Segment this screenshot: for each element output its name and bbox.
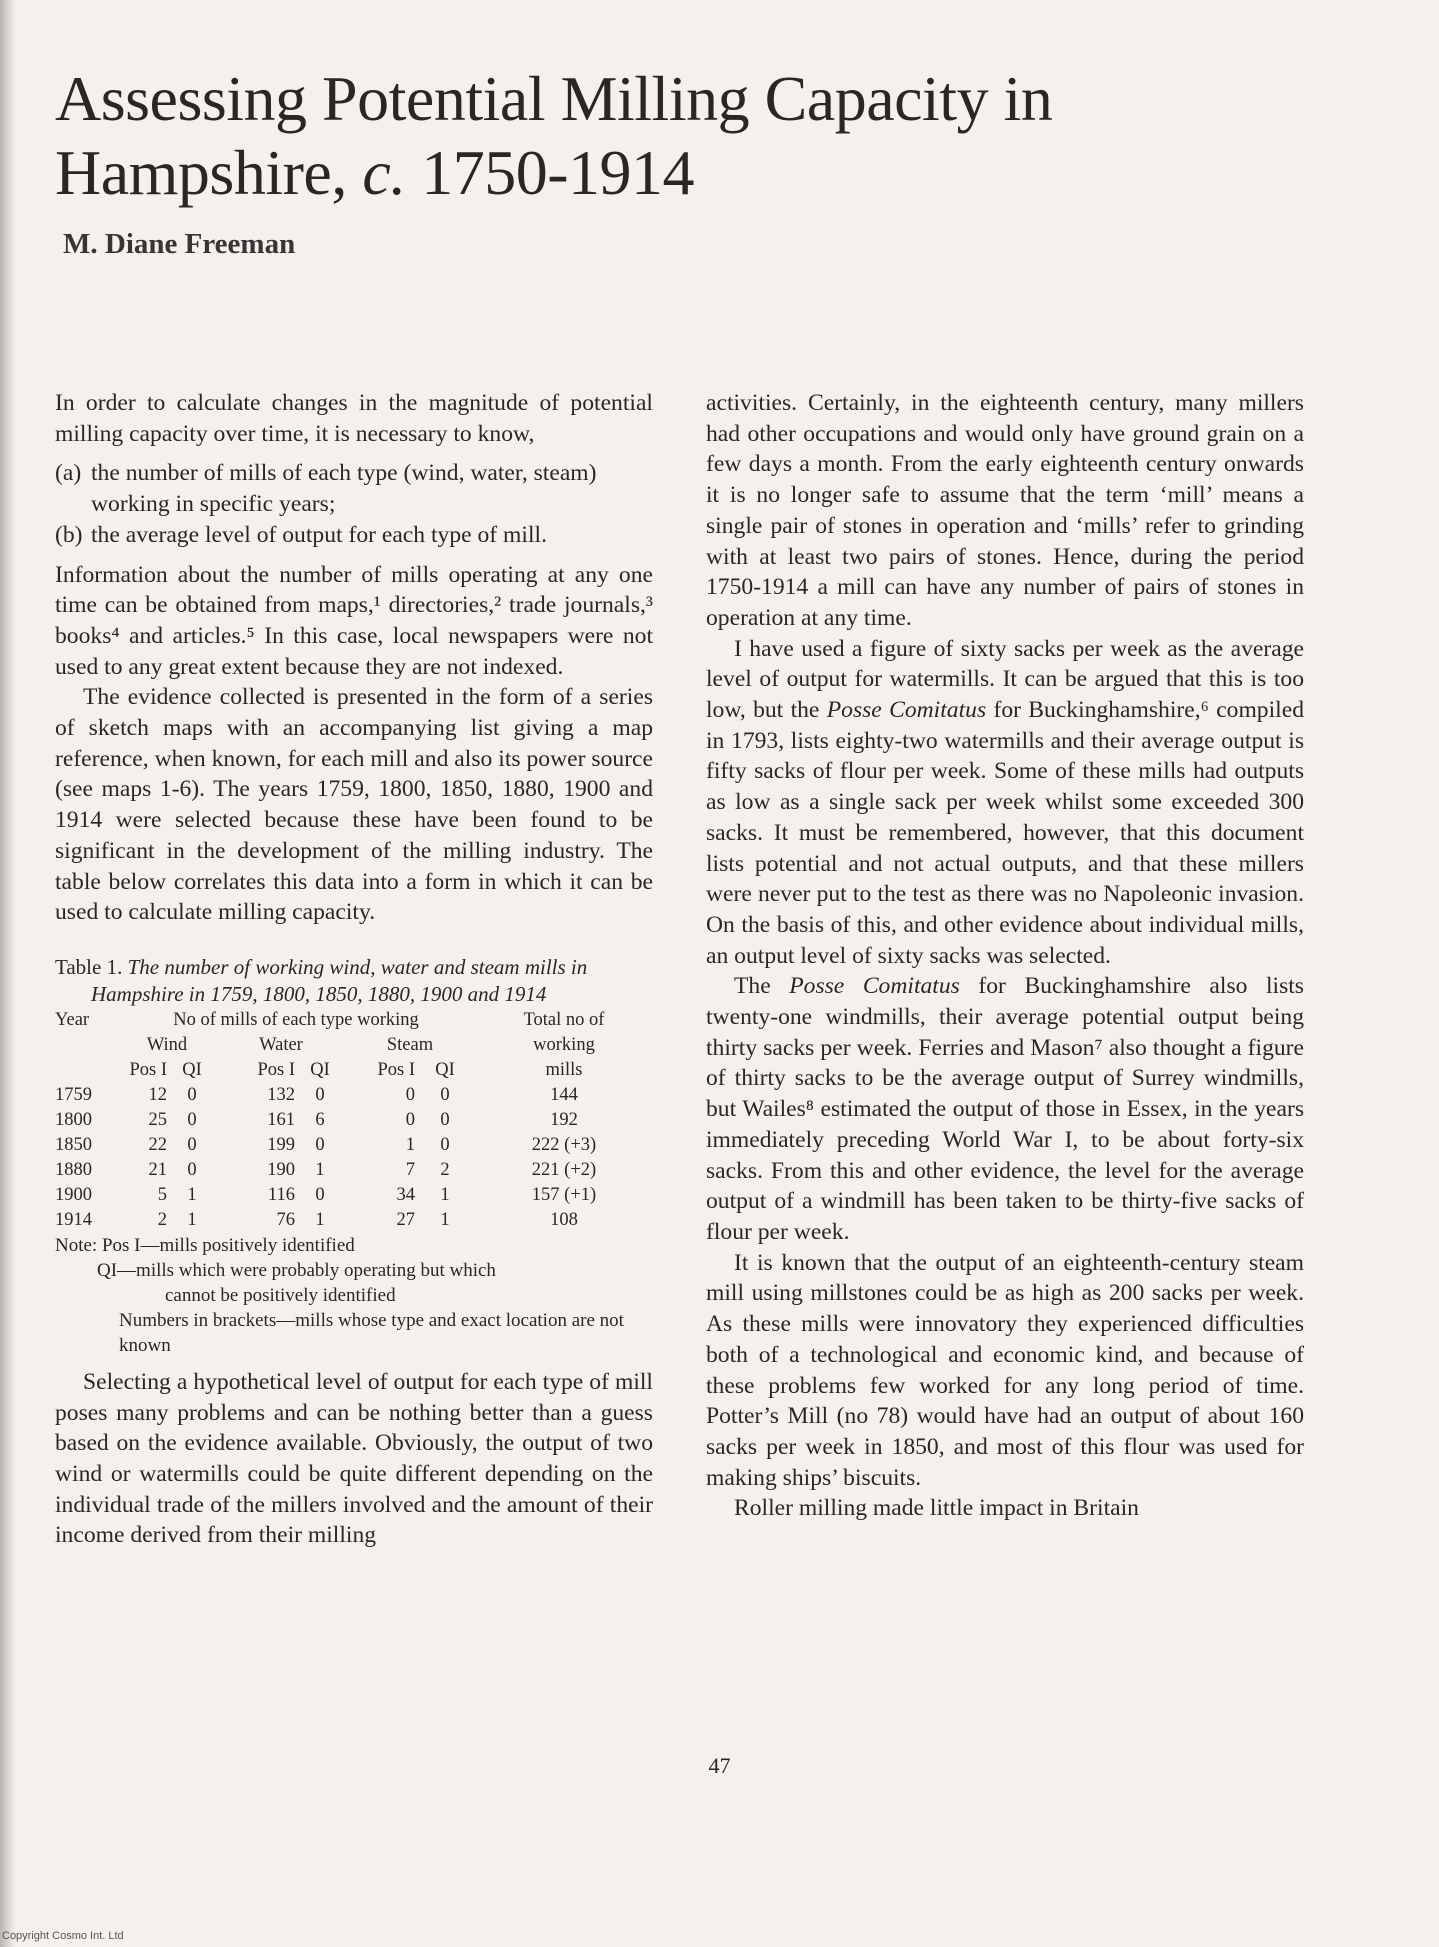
title-line-1: Assessing Potential Milling Capacity in bbox=[55, 63, 1053, 134]
article-title bbox=[55, 62, 1355, 210]
right-column bbox=[706, 388, 1304, 1524]
cell-total: 222 (+3) bbox=[531, 1134, 597, 1155]
list-label: (b) bbox=[55, 521, 83, 548]
cell-wind-qi: 0 bbox=[187, 1134, 197, 1155]
cell-wind-pos: 21 bbox=[148, 1159, 167, 1180]
cell-steam-pos: 0 bbox=[405, 1109, 415, 1130]
cell-water-pos: 190 bbox=[267, 1159, 295, 1180]
cell-wind-qi: 1 bbox=[187, 1209, 197, 1230]
cell-water-qi: 0 bbox=[315, 1134, 325, 1155]
cell-total: 192 bbox=[550, 1109, 578, 1130]
italic-title: Posse Comitatus bbox=[789, 973, 960, 1000]
table-row bbox=[55, 1183, 653, 1208]
header-qi: QI bbox=[310, 1059, 330, 1080]
table-header-row bbox=[55, 1008, 653, 1033]
header-year: Year bbox=[55, 1009, 90, 1030]
cell-water-pos: 132 bbox=[267, 1084, 295, 1105]
cell-steam-qi: 0 bbox=[440, 1134, 450, 1155]
table-row bbox=[55, 1208, 653, 1233]
header-water: Water bbox=[259, 1034, 303, 1055]
header-qi: QI bbox=[435, 1059, 455, 1080]
text-span: I have used a figure of sixty sacks per week as the average level of output for watermills. It can be argued that this is too low, but the bbox=[706, 635, 1304, 724]
text-span: The bbox=[734, 973, 790, 1000]
cell-wind-pos: 5 bbox=[157, 1184, 167, 1205]
cell-steam-qi: 0 bbox=[440, 1084, 450, 1105]
note-line: Numbers in brackets—mills whose type and exact location are not known bbox=[119, 1309, 624, 1356]
cell-water-qi: 0 bbox=[315, 1084, 325, 1105]
caption-line-2: Hampshire in 1759, 1800, 1850, 1880, 1900 and 1914 bbox=[91, 981, 547, 1006]
mills-table bbox=[55, 1008, 653, 1233]
cell-year: 1914 bbox=[55, 1209, 92, 1230]
note-line: cannot be positively identified bbox=[165, 1284, 396, 1306]
cell-steam-pos: 0 bbox=[405, 1084, 415, 1105]
cell-wind-qi: 1 bbox=[187, 1184, 197, 1205]
title-line-2-prefix: Hampshire, bbox=[55, 137, 363, 208]
header-steam: Steam bbox=[386, 1034, 434, 1055]
cell-year: 1759 bbox=[55, 1084, 92, 1105]
title-line-2-suffix: 1750-1914 bbox=[405, 137, 695, 208]
paragraph: Selecting a hypothetical level of output for each type of mill poses many problems and can be nothing better than a guess based on the evidence available. Obviously, the output of two wind or watermills could be quite different depending on the individual trade of the millers involved and the amount of their income derived from their milling bbox=[55, 1368, 653, 1549]
header-pos-i: Pos I bbox=[257, 1059, 295, 1080]
italic-title: Posse Comitatus bbox=[826, 697, 987, 724]
table-row bbox=[55, 1158, 653, 1183]
cell-water-qi: 1 bbox=[315, 1159, 325, 1180]
paragraph: The evidence collected is presented in the form of a series of sketch maps with an accompanying list giving a map reference, when known, for each mill and also its power source (see maps 1-6). The years 1759, 1800, 1850, 1880, 1900 and 1914 were selected because these have been found to be significant in the development of the milling industry. The table below correlates this data into a form in which it can be used to calculate milling capacity. bbox=[55, 684, 653, 926]
paragraph: It is known that the output of an eighteenth-century steam mill using millstones could be as high as 200 sacks per week. As these mills were innovatory they experienced difficulties both of a technological and economic kind, and because of these problems few worked for any long period of time. Potter’s Mill (no 78) would have had an output of about 160 sacks per week in 1850, and most of this flour was used for making ships’ biscuits. bbox=[706, 1249, 1304, 1491]
list-text: the number of mills of each type (wind, water, steam) working in specific years; bbox=[91, 460, 597, 518]
cell-steam-qi: 0 bbox=[440, 1109, 450, 1130]
table-row bbox=[55, 1083, 653, 1108]
cell-water-pos: 199 bbox=[267, 1134, 295, 1155]
header-total: mills bbox=[545, 1059, 583, 1080]
cell-water-pos: 161 bbox=[267, 1109, 295, 1130]
cell-steam-qi: 2 bbox=[440, 1159, 450, 1180]
caption-line-1: The number of working wind, water and steam mills in bbox=[127, 954, 588, 979]
cell-steam-qi: 1 bbox=[440, 1209, 450, 1230]
left-column bbox=[55, 388, 653, 1551]
paragraph bbox=[706, 634, 1304, 972]
header-wind: Wind bbox=[146, 1034, 188, 1055]
cell-steam-qi: 1 bbox=[440, 1184, 450, 1205]
cell-total: 157 (+1) bbox=[531, 1184, 597, 1205]
header-group: No of mills of each type working bbox=[173, 1009, 419, 1030]
list-label: (a) bbox=[55, 460, 82, 487]
list-item bbox=[55, 458, 653, 519]
copyright-notice: Copyright Cosmo Int. Ltd bbox=[2, 1930, 124, 1942]
table-row bbox=[55, 1133, 653, 1158]
cell-steam-pos: 34 bbox=[396, 1184, 415, 1205]
header-qi: QI bbox=[182, 1059, 202, 1080]
cell-steam-pos: 1 bbox=[405, 1134, 415, 1155]
cell-total: 108 bbox=[550, 1209, 578, 1230]
cell-water-qi: 0 bbox=[315, 1184, 325, 1205]
header-pos-i: Pos I bbox=[129, 1059, 167, 1080]
list-item bbox=[55, 520, 653, 551]
page-edge-shadow bbox=[0, 0, 16, 1947]
note-line: QI—mills which were probably operating but which bbox=[97, 1259, 496, 1281]
table-header-row bbox=[55, 1058, 653, 1083]
header-pos-i: Pos I bbox=[377, 1059, 415, 1080]
cell-wind-qi: 0 bbox=[187, 1109, 197, 1130]
paragraph: Information about the number of mills operating at any one time can be obtained from maps,¹ directories,² trade journals,³ books⁴ and articles.⁵ In this case, local newspapers were not used to any great extent because they are not indexed. bbox=[55, 561, 653, 680]
title-circa: c. bbox=[362, 137, 406, 208]
cell-year: 1880 bbox=[55, 1159, 92, 1180]
cell-year: 1850 bbox=[55, 1134, 92, 1155]
cell-steam-pos: 27 bbox=[396, 1209, 415, 1230]
text-span: for Buckinghamshire also lists twenty-one windmills, their average potential output being thirty sacks per week. Ferries and Mason⁷ also thought a figure of thirty sacks to be the average output of Surrey windmills, but Wailes⁸ estimated the output of those in Essex, in the years immediately preceding World War I, to be about forty-six sacks. From this and other evidence, the level for the average output of a windmill has been taken to be thirty-five sacks of flour per week. bbox=[706, 973, 1304, 1245]
header-total: working bbox=[533, 1034, 595, 1055]
table-note bbox=[55, 1233, 653, 1358]
cell-wind-pos: 22 bbox=[148, 1134, 167, 1155]
header-total: Total no of bbox=[523, 1009, 605, 1030]
cell-water-qi: 6 bbox=[315, 1109, 325, 1130]
paragraph: In order to calculate changes in the magnitude of potential milling capacity over time, it is necessary to know, bbox=[55, 390, 653, 447]
paragraph bbox=[706, 971, 1304, 1247]
cell-wind-pos: 25 bbox=[148, 1109, 167, 1130]
cell-wind-pos: 2 bbox=[157, 1209, 167, 1230]
cell-wind-qi: 0 bbox=[187, 1084, 197, 1105]
cell-wind-pos: 12 bbox=[148, 1084, 167, 1105]
table-header-row bbox=[55, 1033, 653, 1058]
cell-year: 1900 bbox=[55, 1184, 92, 1205]
cell-steam-pos: 7 bbox=[405, 1159, 415, 1180]
cell-total: 221 (+2) bbox=[531, 1159, 597, 1180]
paragraph: Roller milling made little impact in Britain bbox=[734, 1495, 1139, 1522]
table-row bbox=[55, 1108, 653, 1133]
cell-water-pos: 76 bbox=[276, 1209, 295, 1230]
author-name: M. Diane Freeman bbox=[63, 228, 296, 260]
cell-year: 1800 bbox=[55, 1109, 92, 1130]
text-span: for Buckinghamshire,⁶ compiled in 1793, lists eighty-two watermills and their average output is fifty sacks of flour per week. Some of these mills had outputs as low as a single sack per week whilst some exceeded 300 sacks. It must be remembered, however, that this document lists potential and not actual outputs, and that these millers were never put to the test as there was no Napoleonic invasion. On the basis of this, and other evidence about individual mills, an output level of sixty sacks was selected. bbox=[706, 697, 1304, 969]
cell-total: 144 bbox=[550, 1084, 578, 1105]
cell-water-pos: 116 bbox=[267, 1184, 295, 1205]
note-line: Note: Pos I—mills positively identified bbox=[55, 1234, 355, 1256]
list-text: the average level of output for each type of mill. bbox=[91, 521, 547, 548]
table-caption bbox=[55, 954, 653, 1008]
cell-wind-qi: 0 bbox=[187, 1159, 197, 1180]
paragraph: activities. Certainly, in the eighteenth century, many millers had other occupations and would only have ground grain on a few days a month. From the early eighteenth century onwards it is no longer safe to assume that the term ‘mill’ means a single pair of stones in operation and ‘mills’ refer to grinding with at least two pairs of stones. Hence, during the period 1750-1914 a mill can have any number of pairs of stones in operation at any time. bbox=[706, 390, 1304, 631]
caption-prefix: Table 1. bbox=[55, 954, 128, 979]
cell-water-qi: 1 bbox=[315, 1209, 325, 1230]
page-number: 47 bbox=[708, 1753, 731, 1778]
